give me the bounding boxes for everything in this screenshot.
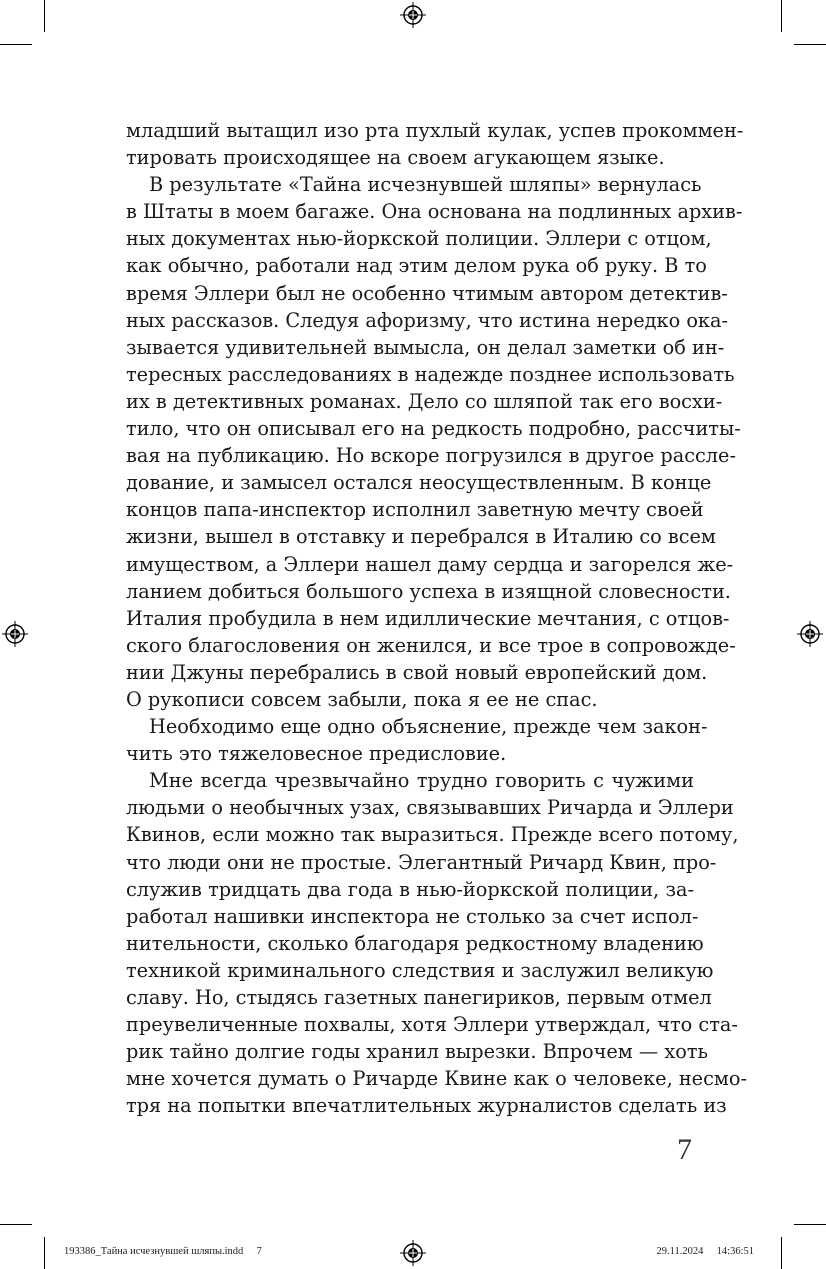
text-line: тировать происходящее на своем агукающем языке. <box>126 146 665 170</box>
page-number: 7 <box>677 1133 692 1166</box>
text-line: Квинов, если можно так выразиться. Прежде всего потому, <box>126 823 739 847</box>
text-line: ных документах нью-йоркской полиции. Эллери с отцом, <box>126 227 712 251</box>
registration-mark-top-icon <box>400 2 426 28</box>
text-line: концов папа-инспектор исполнил заветную мечту своей <box>126 498 704 522</box>
text-line: что люди они не простые. Элегантный Ричард Квин, про- <box>126 850 717 874</box>
crop-mark-top-left-h <box>0 44 32 45</box>
registration-mark-left-icon <box>2 621 28 647</box>
text-line: Мне всегда чрезвычайно трудно говорить с чужими <box>149 769 694 793</box>
text-line: техникой криминального следствия и заслужил великую <box>126 958 714 982</box>
crop-mark-top-right-h <box>794 44 826 45</box>
registration-mark-right-icon <box>797 621 823 647</box>
text-line: имуществом, а Эллери нашел даму сердца и загорелся же- <box>126 552 734 576</box>
text-line: преувеличенные похвалы, хотя Эллери утверждал, что ста- <box>126 1013 738 1037</box>
slug-file-page: 7 <box>256 1246 262 1257</box>
text-line: О рукописи совсем забыли, пока я ее не спас. <box>126 687 598 711</box>
text-line: вая на публикацию. Но вскоре погрузился в другое рассле- <box>126 444 736 468</box>
text-line: людьми о необычных узах, связывавших Ричарда и Эллери <box>126 796 734 820</box>
text-line: как обычно, работали над этим делом рука об руку. В то <box>126 254 707 278</box>
text-line: Италия пробудила в нем идиллические мечтания, с отцов- <box>126 606 730 630</box>
text-line: тересных расследованиях в надежде позднее использовать <box>126 362 735 386</box>
text-line: В результате «Тайна исчезнувшей шляпы» вернулась <box>149 173 702 197</box>
text-line: время Эллери был не особенно чтимым автором детектив- <box>126 281 728 305</box>
text-line: тря на попытки впечатлительных журналистов сделать из <box>126 1094 727 1118</box>
crop-mark-bottom-left <box>44 1237 45 1269</box>
text-line: зывается удивительней вымысла, он делал заметки об ин- <box>126 335 725 359</box>
slug-time: 14:36:51 <box>716 1246 754 1257</box>
slug-file-name: 193386_Тайна исчезнувшей шляпы.indd <box>64 1246 244 1257</box>
crop-mark-top-left <box>44 0 45 32</box>
slug-date: 29.11.2024 <box>656 1246 704 1257</box>
text-line: младший вытащил изо рта пухлый кулак, успев прокоммен- <box>126 119 744 142</box>
text-line: служив тридцать два года в нью-йоркской полиции, за- <box>126 877 694 901</box>
crop-mark-bottom-right-h <box>794 1224 826 1225</box>
text-line: чить это тяжеловесное предисловие. <box>126 742 507 766</box>
text-line: их в детективных романах. Дело со шляпой так его восхи- <box>126 389 723 413</box>
text-line: нии Джуны перебрались в свой новый европейский дом. <box>126 660 708 684</box>
crop-mark-bottom-right <box>781 1237 782 1269</box>
body-text <box>126 117 748 1119</box>
text-line: рик тайно долгие годы хранил вырезки. Впрочем — хоть <box>126 1040 708 1064</box>
text-line: ланием добиться большого успеха в изящной словесности. <box>126 579 731 603</box>
text-line: дование, и замысел остался неосуществленным. В конце <box>126 471 712 495</box>
registration-mark-bottom-icon <box>400 1240 426 1266</box>
text-line: работал нашивки инспектора не столько за счет испол- <box>126 904 699 928</box>
text-line: Необходимо еще одно объяснение, прежде чем закон- <box>149 715 708 739</box>
slug-timestamp <box>657 1246 754 1257</box>
text-line: в Штаты в моем багаже. Она основана на подлинных архив- <box>126 200 743 224</box>
text-line: мне хочется думать о Ричарде Квине как о человеке, несмо- <box>126 1067 748 1091</box>
text-line: жизни, вышел в отставку и перебрался в Италию со всем <box>126 525 716 549</box>
text-line: тило, что он описывал его на редкость подробно, рассчиты- <box>126 417 741 441</box>
crop-mark-top-right <box>781 0 782 32</box>
slug-file-info <box>64 1246 262 1257</box>
text-line: ского благословения он женился, и все трое в сопровожде- <box>126 633 736 657</box>
text-line: нительности, сколько благодаря редкостному владению <box>126 931 704 955</box>
text-line: славу. Но, стыдясь газетных панегириков, первым отмел <box>126 986 712 1009</box>
crop-mark-bottom-left-h <box>0 1224 32 1225</box>
text-line: ных рассказов. Следуя афоризму, что истина нередко ока- <box>126 308 728 332</box>
